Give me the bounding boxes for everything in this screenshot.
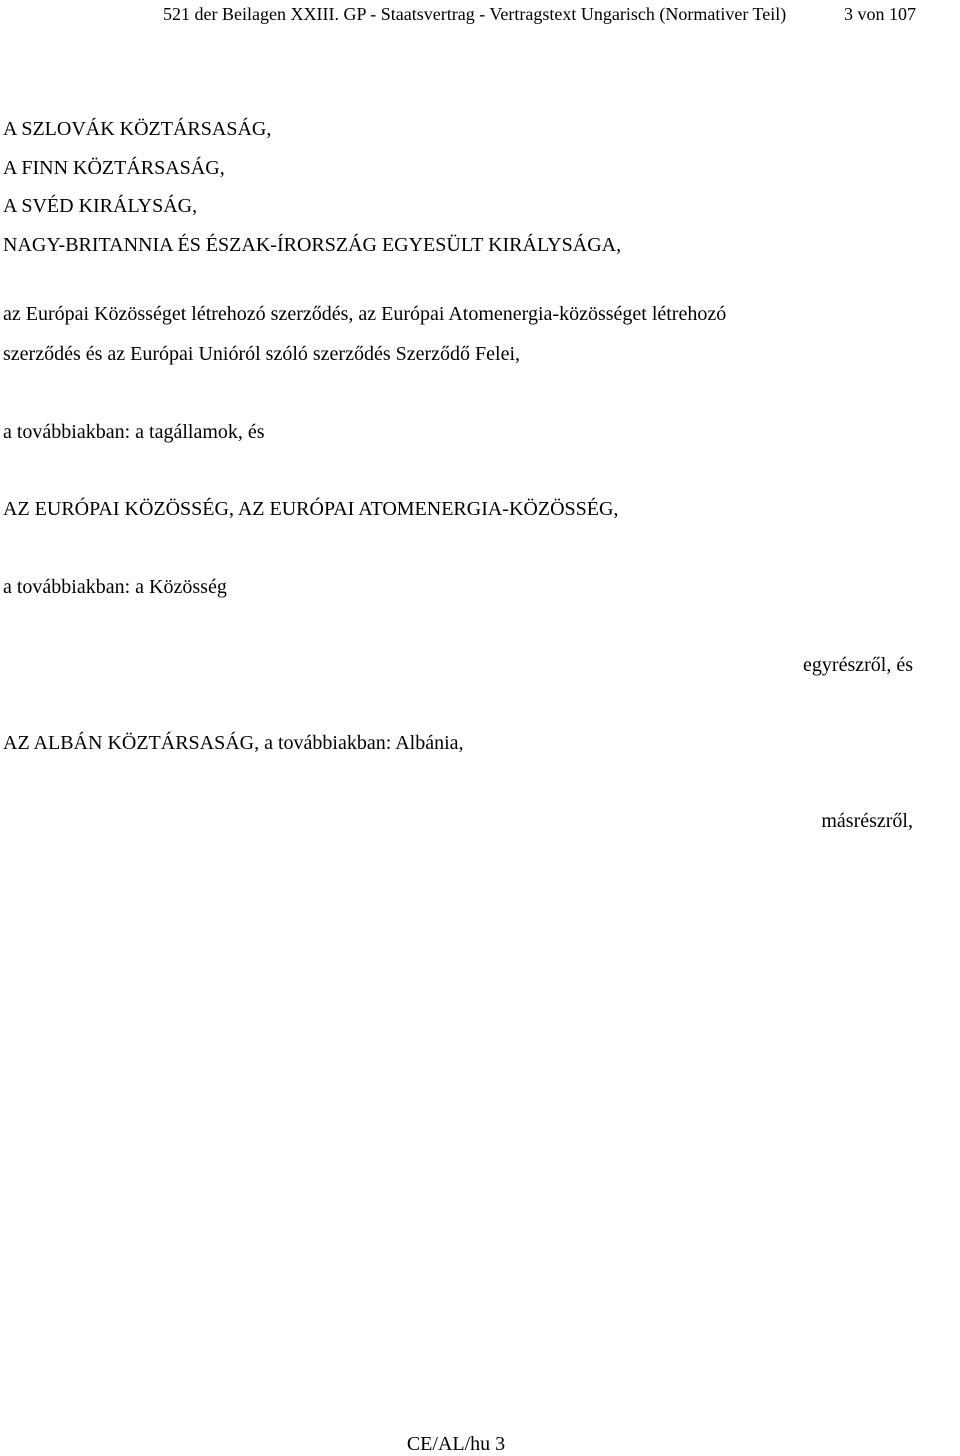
one-part-line: egyrészről, és — [803, 654, 913, 676]
page-footer: CE/AL/hu 3 — [406, 1433, 506, 1455]
party-united-kingdom: NAGY-BRITANNIA ÉS ÉSZAK-ÍRORSZÁG EGYESÜLT KIRÁLYSÁGA, — [3, 233, 622, 256]
albania-line: AZ ALBÁN KÖZTÁRSASÁG, a továbbiakban: Albánia, — [3, 732, 464, 754]
community-line: a továbbiakban: a Közösség — [3, 576, 227, 598]
member-states-line: a továbbiakban: a tagállamok, és — [3, 421, 265, 443]
communities-line: AZ EURÓPAI KÖZÖSSÉG, AZ EURÓPAI ATOMENERGIA-KÖZÖSSÉG, — [3, 498, 619, 520]
page-header — [0, 4, 916, 28]
document-body — [3, 116, 913, 834]
header-title: 521 der Beilagen XXIII. GP - Staatsvertrag - Vertragstext Ungarisch (Normativer Teil) — [163, 4, 787, 24]
party-slovakia: A SZLOVÁK KÖZTÁRSASÁG, — [3, 118, 272, 140]
treaty-line-2: szerződés és az Európai Unióról szóló szerződés Szerződő Felei, — [3, 343, 521, 365]
other-part-line: másrészről, — [821, 810, 913, 832]
treaty-line-1: az Európai Közösséget létrehozó szerződés, az Európai Atomenergia-közösséget létrehozó — [3, 303, 727, 325]
party-sweden: A SVÉD KIRÁLYSÁG, — [3, 195, 198, 217]
party-list — [3, 116, 913, 270]
header-page-number: 3 von 107 — [844, 4, 916, 24]
party-finland: A FINN KÖZTÁRSASÁG, — [3, 156, 225, 179]
